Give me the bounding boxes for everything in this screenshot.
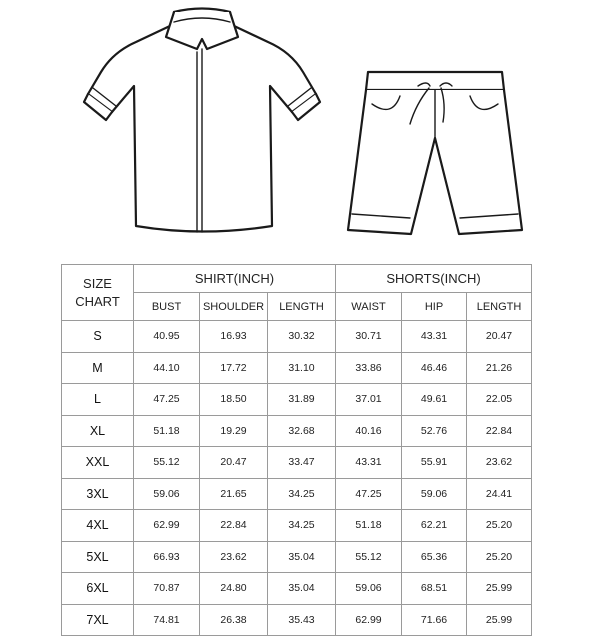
cell-waist: 33.86: [336, 352, 402, 384]
table-row: [62, 510, 532, 542]
cell-shorts-length: 23.62: [467, 447, 532, 479]
column-header-waist: WAIST: [336, 293, 402, 321]
cell-size: 7XL: [62, 604, 134, 636]
table-row: [62, 384, 532, 416]
cell-shoulder: 20.47: [200, 447, 268, 479]
cell-bust: 40.95: [134, 321, 200, 353]
cell-size: 4XL: [62, 510, 134, 542]
cell-shorts-length: 20.47: [467, 321, 532, 353]
column-header-hip: HIP: [402, 293, 467, 321]
cell-waist: 43.31: [336, 447, 402, 479]
cell-bust: 55.12: [134, 447, 200, 479]
size-chart-table: [61, 264, 532, 636]
cell-hip: 43.31: [402, 321, 467, 353]
cell-shirt-length: 33.47: [268, 447, 336, 479]
cell-shirt-length: 35.43: [268, 604, 336, 636]
cell-shirt-length: 34.25: [268, 478, 336, 510]
cell-shirt-length: 35.04: [268, 573, 336, 605]
cell-waist: 40.16: [336, 415, 402, 447]
table-body: [62, 321, 532, 636]
garment-illustrations: [0, 0, 600, 262]
cell-shoulder: 21.65: [200, 478, 268, 510]
cell-hip: 55.91: [402, 447, 467, 479]
table-row: [62, 478, 532, 510]
cell-shirt-length: 30.32: [268, 321, 336, 353]
cell-size: 5XL: [62, 541, 134, 573]
table-row: [62, 321, 532, 353]
cell-bust: 70.87: [134, 573, 200, 605]
table-row: [62, 573, 532, 605]
cell-waist: 37.01: [336, 384, 402, 416]
cell-shoulder: 19.29: [200, 415, 268, 447]
cell-hip: 52.76: [402, 415, 467, 447]
cell-hip: 68.51: [402, 573, 467, 605]
table-row: [62, 352, 532, 384]
cell-waist: 47.25: [336, 478, 402, 510]
cell-hip: 71.66: [402, 604, 467, 636]
cell-shirt-length: 35.04: [268, 541, 336, 573]
cell-shoulder: 24.80: [200, 573, 268, 605]
shorts-group-header: SHORTS(INCH): [336, 265, 532, 293]
cell-waist: 59.06: [336, 573, 402, 605]
cell-waist: 62.99: [336, 604, 402, 636]
cell-shirt-length: 31.10: [268, 352, 336, 384]
column-header-bust: BUST: [134, 293, 200, 321]
shirt-illustration: [84, 9, 320, 233]
cell-waist: 30.71: [336, 321, 402, 353]
cell-shoulder: 17.72: [200, 352, 268, 384]
cell-shorts-length: 24.41: [467, 478, 532, 510]
table-row: [62, 415, 532, 447]
cell-bust: 51.18: [134, 415, 200, 447]
cell-size: L: [62, 384, 134, 416]
table-row: [62, 604, 532, 636]
cell-bust: 47.25: [134, 384, 200, 416]
cell-shirt-length: 32.68: [268, 415, 336, 447]
cell-shirt-length: 34.25: [268, 510, 336, 542]
cell-hip: 49.61: [402, 384, 467, 416]
cell-bust: 62.99: [134, 510, 200, 542]
cell-shorts-length: 22.84: [467, 415, 532, 447]
cell-shorts-length: 21.26: [467, 352, 532, 384]
shirt-group-header: SHIRT(INCH): [134, 265, 336, 293]
cell-size: S: [62, 321, 134, 353]
cell-shoulder: 23.62: [200, 541, 268, 573]
cell-bust: 66.93: [134, 541, 200, 573]
table-row: [62, 541, 532, 573]
cell-shorts-length: 25.20: [467, 510, 532, 542]
cell-bust: 74.81: [134, 604, 200, 636]
cell-shirt-length: 31.89: [268, 384, 336, 416]
column-header-shorts-length: LENGTH: [467, 293, 532, 321]
cell-size: 6XL: [62, 573, 134, 605]
cell-shorts-length: 22.05: [467, 384, 532, 416]
cell-shoulder: 16.93: [200, 321, 268, 353]
cell-bust: 44.10: [134, 352, 200, 384]
cell-waist: 51.18: [336, 510, 402, 542]
size-chart-title-line1: SIZE: [83, 275, 112, 291]
shorts-illustration: [348, 72, 522, 234]
cell-shorts-length: 25.99: [467, 573, 532, 605]
cell-hip: 65.36: [402, 541, 467, 573]
cell-size: 3XL: [62, 478, 134, 510]
column-header-shirt-length: LENGTH: [268, 293, 336, 321]
cell-size: M: [62, 352, 134, 384]
size-chart-title-line2: CHART: [75, 293, 120, 309]
cell-shoulder: 26.38: [200, 604, 268, 636]
cell-hip: 46.46: [402, 352, 467, 384]
table-row: [62, 447, 532, 479]
cell-shorts-length: 25.99: [467, 604, 532, 636]
cell-shoulder: 18.50: [200, 384, 268, 416]
cell-size: XL: [62, 415, 134, 447]
table-header-row: [62, 265, 532, 293]
cell-size: XXL: [62, 447, 134, 479]
column-header-shoulder: SHOULDER: [200, 293, 268, 321]
cell-bust: 59.06: [134, 478, 200, 510]
cell-hip: 59.06: [402, 478, 467, 510]
size-chart-title: [62, 265, 134, 321]
cell-shorts-length: 25.20: [467, 541, 532, 573]
cell-waist: 55.12: [336, 541, 402, 573]
cell-hip: 62.21: [402, 510, 467, 542]
cell-shoulder: 22.84: [200, 510, 268, 542]
